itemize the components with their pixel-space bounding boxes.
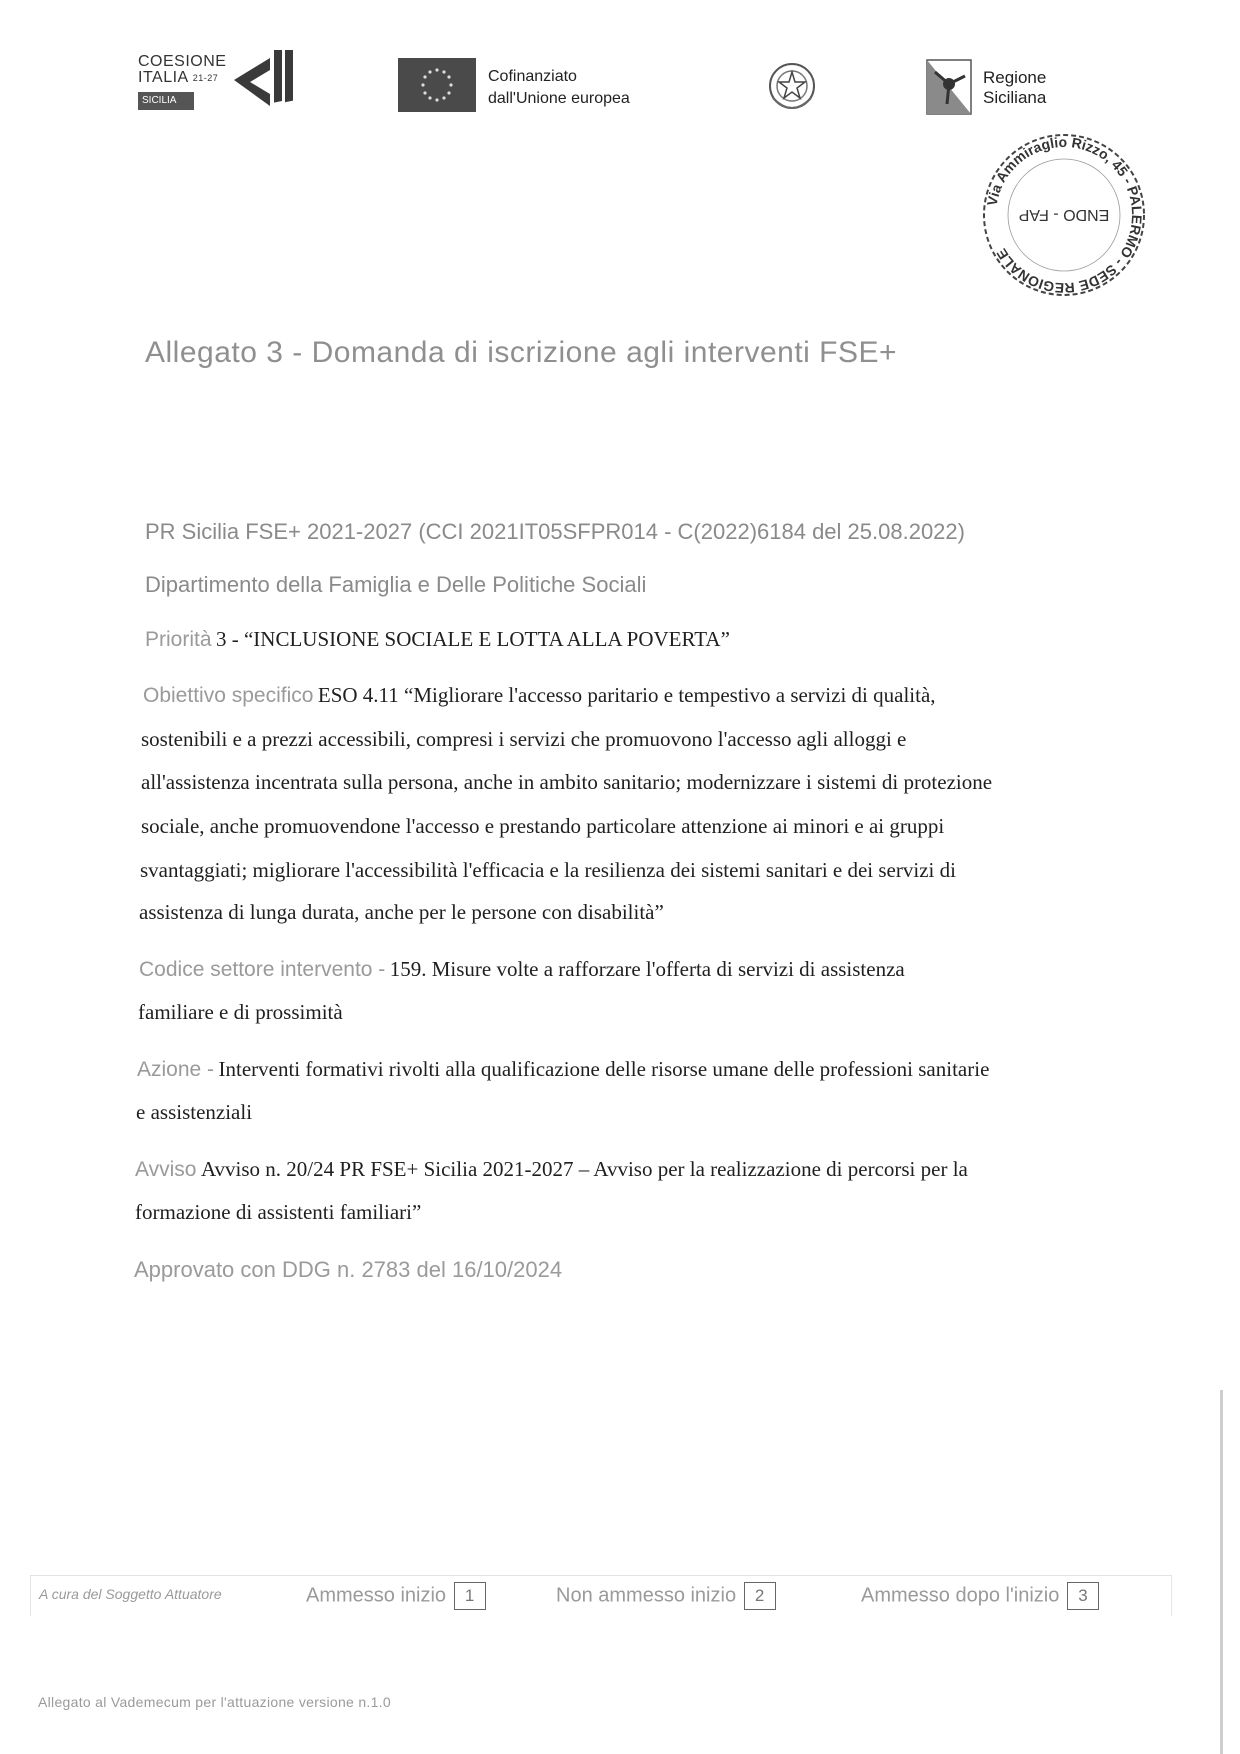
document-title: Allegato 3 - Domanda di iscrizione agli interventi FSE+ (145, 336, 898, 369)
avviso-line-1: Avviso n. 20/24 PR FSE+ Sicilia 2021-2027 – Avviso per la realizzazione di percorsi per la (200, 1157, 968, 1181)
eu-line2: dall'Unione europea (488, 90, 630, 107)
dipartimento: Dipartimento della Famiglia e Delle Politiche Sociali (145, 572, 647, 597)
coesione-years: 21-27 (192, 73, 219, 83)
obiettivo-label: Obiettivo specifico (143, 684, 314, 707)
obiettivo-line-4: sociale, anche promuovendone l'accesso e prestando particolare attenzione ai minori e ai gruppi (141, 814, 945, 838)
option-ammesso-inizio-text: Ammesso inizio (306, 1584, 447, 1607)
coesione-italia-logo (138, 50, 298, 122)
coesione-line1: COESIONE (138, 53, 227, 70)
obiettivo-line-3: all'assistenza incentrata sulla persona, anche in ambito sanitario; modernizzare i sistemi di protezione (141, 770, 993, 794)
option-box-2[interactable]: 2 (744, 1582, 776, 1610)
option-non-ammesso-inizio[interactable] (556, 1582, 776, 1610)
regione-logo-text (983, 68, 1046, 108)
coesione-line2: ITALIA (138, 69, 188, 86)
azione-line-2: e assistenziali (136, 1100, 253, 1124)
option-box-3[interactable]: 3 (1067, 1582, 1099, 1610)
regione-line1: Regione (983, 68, 1047, 87)
pr-reference: PR Sicilia FSE+ 2021-2027 (CCI 2021IT05SFPR014 - C(2022)6184 del 25.08.2022) (145, 519, 965, 544)
azione-line-1: Interventi formativi rivolti alla qualificazione delle risorse umane delle professioni sanitarie (218, 1057, 990, 1081)
stamp-outer-text: Via Ammiraglio Rizzo, 45 - PALERMO - SEDE REGIONALE (983, 133, 1146, 297)
obiettivo-line-1: ESO 4.11 “Migliorare l'accesso paritario e tempestivo a servizi di qualità, (317, 683, 936, 707)
priorita-label: Priorità (145, 628, 212, 651)
coesione-logo-text (138, 54, 226, 86)
version-note: Allegato al Vademecum per l'attuazione versione n.1.0 (38, 1694, 391, 1710)
eu-flag-icon (398, 58, 476, 112)
approvato-line: Approvato con DDG n. 2783 del 16/10/2024 (134, 1257, 563, 1282)
option-box-1[interactable]: 1 (454, 1582, 486, 1610)
avviso-row-1 (135, 1155, 968, 1186)
option-ammesso-inizio[interactable] (306, 1582, 486, 1610)
office-stamp (968, 130, 1160, 300)
regione-siciliana-logo (925, 58, 1085, 118)
codice-label: Codice settore intervento - (139, 958, 386, 981)
trinacria-shield-icon (925, 58, 973, 116)
coesione-arrow-icon (230, 50, 294, 118)
eu-cofinanced-logo (398, 58, 670, 114)
priorita-row (145, 625, 730, 656)
admission-status-bar (30, 1575, 1172, 1616)
coesione-badge: SICILIA (138, 92, 194, 110)
obiettivo-line-6: assistenza di lunga durata, anche per le persone con disabilità” (139, 900, 664, 924)
footer-label: A cura del Soggetto Attuatore (39, 1586, 222, 1602)
eu-logo-text (488, 66, 630, 110)
azione-label: Azione - (137, 1058, 215, 1081)
eu-line1: Cofinanziato (488, 68, 577, 85)
codice-line-2: familiare e di prossimità (138, 1000, 343, 1024)
obiettivo-row-1 (143, 681, 936, 712)
option-ammesso-dopo-inizio-text: Ammesso dopo l'inizio (861, 1584, 1060, 1607)
codice-line-1: 159. Misure volte a rafforzare l'offerta di servizi di assistenza (389, 957, 905, 981)
avviso-label: Avviso (135, 1158, 197, 1181)
codice-row-1 (139, 955, 905, 986)
priorita-value: 3 - “INCLUSIONE SOCIALE E LOTTA ALLA POVERTA” (215, 627, 730, 651)
obiettivo-line-2: sostenibili e a prezzi accessibili, compresi i servizi che promuovono l'accesso agli alloggi e (141, 727, 907, 751)
avviso-line-2: formazione di assistenti familiari” (135, 1200, 422, 1224)
obiettivo-line-5: svantaggiati; migliorare l'accessibilità l'efficacia e la resilienza dei sistemi sanitari e dei servizi di (140, 858, 956, 882)
scan-edge-divider (1220, 1390, 1223, 1754)
regione-line2: Siciliana (983, 88, 1047, 107)
stamp-inner-text: ENDO - FAP (1018, 206, 1110, 223)
option-non-ammesso-inizio-text: Non ammesso inizio (556, 1584, 737, 1607)
italian-republic-emblem-icon (765, 58, 819, 116)
option-ammesso-dopo-inizio[interactable] (861, 1582, 1099, 1610)
azione-row-1 (137, 1055, 989, 1086)
